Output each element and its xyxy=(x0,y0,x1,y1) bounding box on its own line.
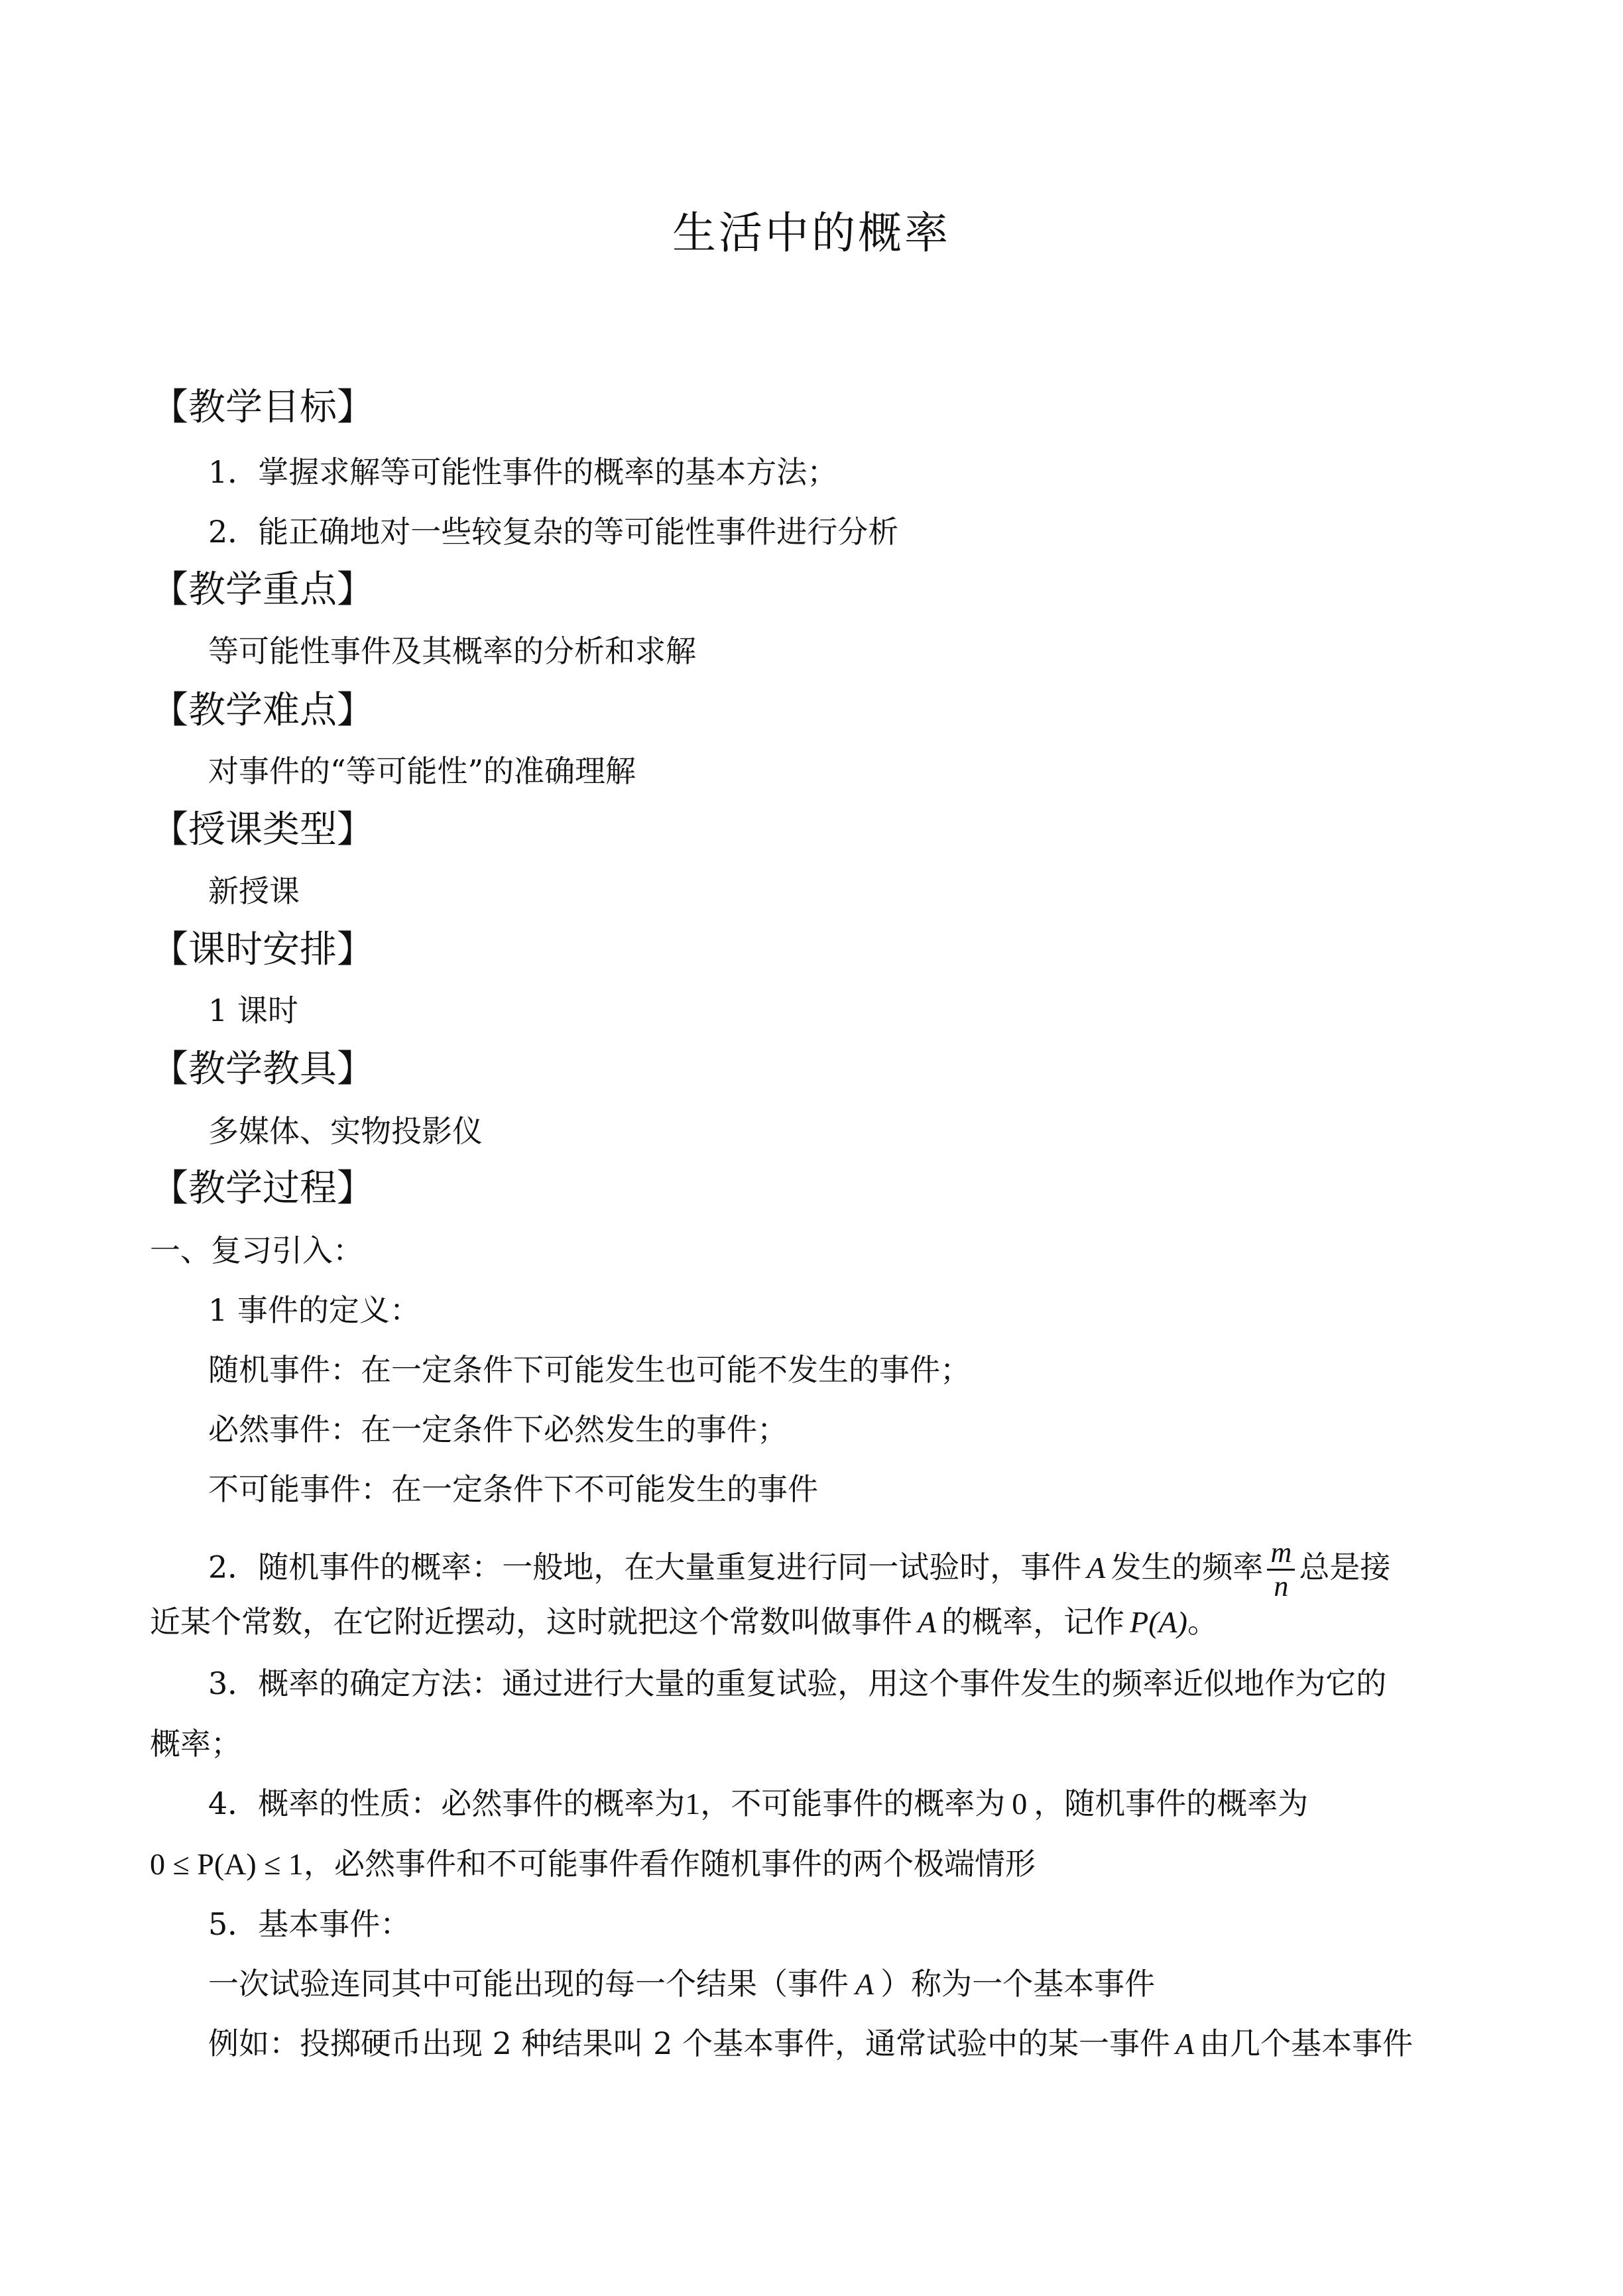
impossible-event-def: 不可能事件：在一定条件下不可能发生的事件 xyxy=(208,1471,818,1507)
basic-event-example: 例如：投掷硬币出现 2 种结果叫 2 个基本事件，通常试验中的某一事件 A 由几个基本事件 xyxy=(208,2025,1413,2061)
difficulty-text: 对事件的“等可能性”的准确理解 xyxy=(208,753,636,789)
basic-event-definition: 一次试验连同其中可能出现的每一个结果（事件 A ）称为一个基本事件 xyxy=(208,1966,1156,2002)
event-variable: A xyxy=(1087,1550,1106,1585)
probability-notation: P(A) xyxy=(1130,1605,1187,1639)
basic-event-title: 5．基本事件： xyxy=(208,1906,411,1942)
probability-definition-line-2: 近某个常数，在它附近摆动，这时就把这个常数叫做事件 A 的概率，记作 P(A)。 xyxy=(150,1604,1218,1640)
probability-properties-line-1: 4．概率的性质：必然事件的概率为1，不可能事件的概率为 0 ，随机事件的概率为 xyxy=(208,1785,1309,1821)
event-variable: A xyxy=(918,1605,937,1639)
event-variable: A xyxy=(855,1967,874,2001)
difficulty-header: 【教学难点】 xyxy=(151,689,374,732)
event-variable: A xyxy=(1175,2027,1195,2061)
frequency-fraction: $\frac{m}{n}$ xyxy=(1267,1537,1295,1602)
page-title: 生活中的概率 xyxy=(672,208,951,259)
probability-range: 0 ≤ P(A) ≤ 1 xyxy=(150,1847,304,1881)
process-header: 【教学过程】 xyxy=(151,1167,374,1210)
hours-header: 【课时安排】 xyxy=(151,928,374,971)
probability-method-line-1: 3．概率的确定方法：通过进行大量的重复试验，用这个事件发生的频率近似地作为它的 xyxy=(208,1665,1387,1701)
goal-item-2: 2．能正确地对一些较复杂的等可能性事件进行分析 xyxy=(208,514,899,550)
tools-header: 【教学教具】 xyxy=(151,1048,374,1091)
probability-properties-line-2: 0 ≤ P(A) ≤ 1，必然事件和不可能事件看作随机事件的两个极端情形 xyxy=(150,1846,1036,1882)
probability-definition-line-1: 2．随机事件的概率：一般地，在大量重复进行同一试验时，事件 A 发生的频率 $\frac{m}{n}$ 总是接 xyxy=(208,1536,1391,1602)
probability-method-line-2: 概率； xyxy=(150,1726,241,1762)
random-event-def: 随机事件：在一定条件下可能发生也可能不发生的事件； xyxy=(208,1352,971,1388)
certain-event-def: 必然事件：在一定条件下必然发生的事件； xyxy=(208,1412,788,1447)
type-header: 【授课类型】 xyxy=(151,808,374,851)
hours-text: 1 课时 xyxy=(208,993,298,1028)
goal-item-1: 1．掌握求解等可能性事件的概率的基本方法； xyxy=(208,454,838,490)
part1-heading: 一、复习引入： xyxy=(150,1233,363,1268)
key-header: 【教学重点】 xyxy=(151,568,374,611)
goals-header: 【教学目标】 xyxy=(151,386,374,429)
definition-title: 1 事件的定义： xyxy=(208,1292,420,1328)
tools-text: 多媒体、实物投影仪 xyxy=(208,1113,483,1149)
key-text: 等可能性事件及其概率的分析和求解 xyxy=(208,633,696,669)
type-text: 新授课 xyxy=(208,873,300,909)
